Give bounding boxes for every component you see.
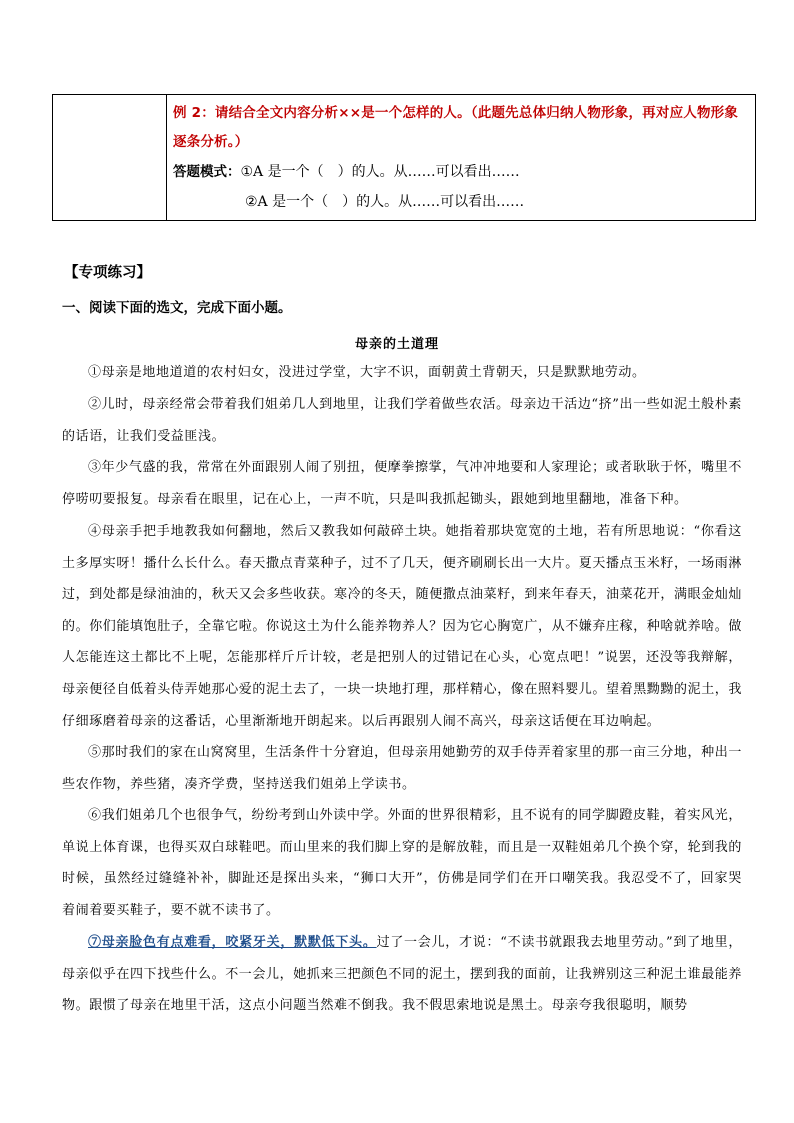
answer-model-line-2: ②A 是一个（ ）的人。从……可以看出……: [245, 194, 525, 210]
article-paragraph-2: ②儿时，母亲经常会带着我们姐弟几人到地里，让我们学着做些农活。母亲边干活边“挤”出一些如泥土般朴素的话语，让我们受益匪浅。: [62, 397, 742, 444]
article-paragraph-5: ⑤那时我们的家在山窝窝里，生活条件十分窘迫，但母亲用她勤劳的双手侍弄着家里的那一亩三分地，种出一些农作物，养些猪，凑齐学费，坚持送我们姐弟上学读书。: [62, 745, 742, 792]
article-paragraph-4: ④母亲手把手地教我如何翻地，然后又教我如何敲碎土块。她指着那块宽宽的土地，若有所思地说：“你看这土多厚实呀！播什么长什么。春天撒点青菜种子，过不了几天，便齐刷刷长出一大片。夏天播点玉米籽，一场雨淋过，到处都是绿油油的，秋天又会多些收获。寒冷的冬天，随便撒点油菜籽，到来年春天，油菜花开，满眼金灿灿的。你们能填饱肚子，全靠它啦。你说这土为什么能养物养人？因为它心胸宽广，从不嫌弃庄稼，种啥就养啥。做人怎能连这土都比不上呢，怎能那样斤斤计较，老是把别人的过错记在心头，心宽点吧！”说罢，还没等我辩解，母亲便径自低着头侍弄她那心爱的泥土去了，一块一块地打理，那样精心，像在照料婴儿。望着黑黝黝的泥土，我仔细琢磨着母亲的这番话，心里渐渐地开朗起来。以后再跟别人闹不高兴，母亲这话便在耳边响起。: [62, 524, 743, 729]
section-title: 【专项练习】: [64, 265, 151, 281]
answer-model-line-1: [173, 157, 751, 187]
article-paragraph-6: ⑥我们姐弟几个也很争气，纷纷考到山外读中学。外面的世界很精彩，且不说有的同学脚蹬皮鞋，着实风光，单说上体育课，也得买双白球鞋吧。而山里来的我们脚上穿的是解放鞋，而且是一双鞋姐弟几个换个穿，轮到我的时候，虽然经过缝缝补补，脚趾还是探出头来，“狮口大开”，仿佛是同学们在开口嘲笑我。我忍受不了，回家哭着闹着要买鞋子，要不就不读书了。: [62, 808, 743, 918]
article-paragraph-1: ①母亲是地地道道的农村妇女，没进过学堂，大字不识，面朝黄土背朝天，只是默默地劳动。: [88, 365, 646, 380]
question-instruction: 一、阅读下面的选文，完成下面小题。: [62, 300, 292, 316]
answer-model-text-1: ①A 是一个（ ）的人。从……可以看出……: [240, 164, 520, 180]
table-content-cell: [173, 99, 751, 217]
highlighted-sentence: ⑦母亲脸色有点难看，咬紧牙关，默默低下头。: [88, 935, 377, 950]
article-paragraph-3: ③年少气盛的我，常常在外面跟别人闹了别扭，便摩拳擦掌，气冲冲地要和人家理论；或者耿耿于怀，嘴里不停唠叨要报复。母亲看在眼里，记在心上，一声不吭，只是叫我抓起锄头，跟她到地里翻地，准备下种。: [62, 460, 742, 507]
article-paragraph-7: [62, 927, 742, 1022]
table-column-divider: [166, 95, 167, 220]
article-title: 母亲的土道理: [354, 337, 439, 352]
answer-model-label: 答题模式：: [173, 164, 241, 180]
example-prompt: 例 2：请结合全文内容分析××是一个怎样的人。（此题先总体归纳人物形象，再对应人物形象逐条分析。）: [173, 105, 739, 150]
example-table: [52, 94, 756, 221]
paragraph-7-text: 过了一会儿，才说：“不读书就跟我去地里劳动。”到了地里，母亲似乎在四下找些什么。不一会儿，她抓来三把颜色不同的泥土，摆到我的面前，让我辨别这三种泥土谁最能养物。跟惯了母亲在地里干活，这点小问题当然难不倒我。我不假思索地说是黑土。母亲夸我很聪明，顺势: [62, 935, 743, 1014]
